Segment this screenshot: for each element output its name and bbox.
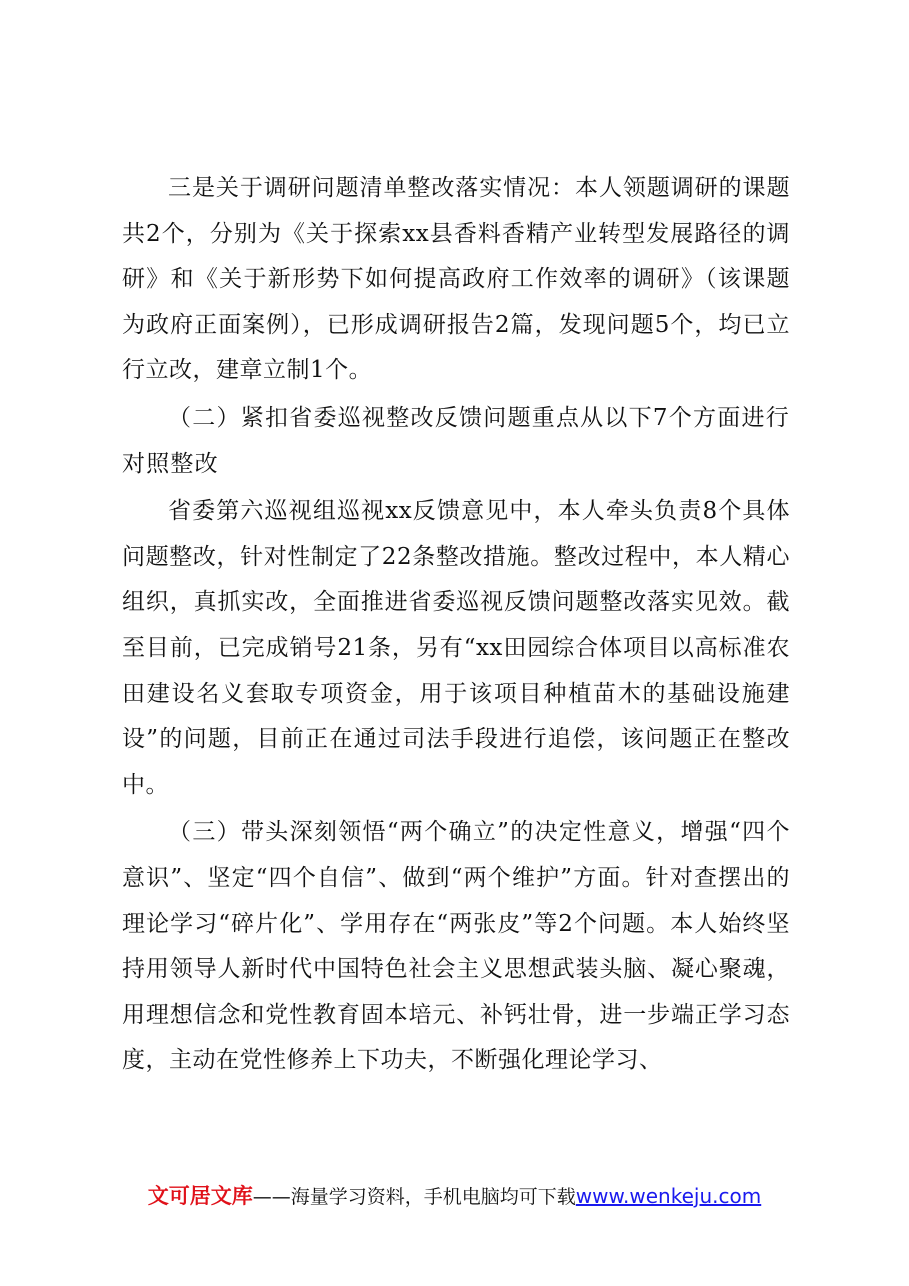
document-body bbox=[122, 166, 790, 1084]
footer-site-link[interactable]: www.wenkeju.com bbox=[575, 1184, 762, 1208]
footer-banner bbox=[0, 1181, 909, 1212]
paragraph-two-establishments: （三）带头深刻领悟“两个确立”的决定性意义，增强“四个意识”、坚定“四个自信”、做到“两个维护”方面。针对查摆出的理论学习“碎片化”、学用存在“两张皮”等2个问题。本人始终坚持用领导人新时代中国特色社会主义思想武装头脑、凝心聚魂，用理想信念和党性教育固本培元、补钙壮骨，进一步端正学习态度，主动在党性修养上下功夫，不断强化理论学习、 bbox=[122, 819, 790, 1074]
paragraph-inspection-feedback: 省委第六巡视组巡视xx反馈意见中，本人牵头负责8个具体问题整改，针对性制定了22条整改措施。整改过程中，本人精心组织，真抓实改，全面推进省委巡视反馈问题整改落实见效。截至目前，已完成销号21条，另有“xx田园综合体项目以高标准农田建设名义套取专项资金，用于该项目种植苗木的基础设施建设”的问题，目前正在通过司法手段进行追偿，该问题正在整改中。 bbox=[122, 498, 790, 798]
footer-slogan: ——海量学习资料，手机电脑均可下载 bbox=[252, 1186, 576, 1208]
section-heading-inspection-rectification: （二）紧扣省委巡视整改反馈问题重点从以下7个方面进行对照整改 bbox=[122, 404, 790, 477]
paragraph-research-issues: 三是关于调研问题清单整改落实情况：本人领题调研的课题共2个，分别为《关于探索xx县香料香精产业转型发展路径的调研》和《关于新形势下如何提高政府工作效率的调研》（该课题为政府正面案例），已形成调研报告2篇，发现问题5个，均已立行立改，建章立制1个。 bbox=[122, 175, 790, 384]
footer-brand: 文可居文库 bbox=[147, 1184, 253, 1208]
